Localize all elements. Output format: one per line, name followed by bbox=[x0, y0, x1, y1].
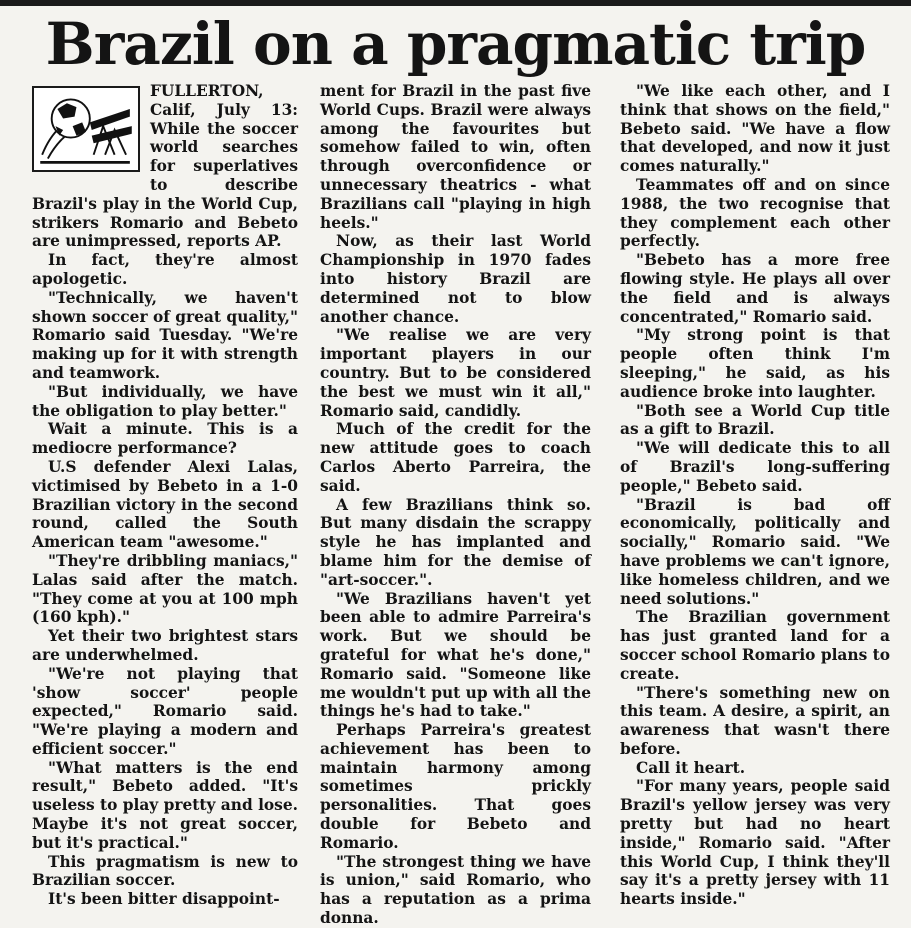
article-paragraph: U.S defender Alexi Lalas, victimised by Bebeto in a 1-0 Brazilian victory in the second round, called the South American team "awesome." bbox=[32, 457, 298, 552]
article-paragraph: This pragmatism is new to Brazilian soccer. bbox=[32, 852, 298, 890]
article-paragraph: "We Brazilians haven't yet been able to admire Parreira's work. But we should be grateful for what he's done," Romario said. "Someone like me wouldn't put up with all the things he's had to take." bbox=[320, 589, 591, 721]
article-paragraph: "Bebeto has a more free flowing style. He plays all over the field and is always concentrated," Romario said. bbox=[620, 251, 890, 326]
article-paragraph: "There's something new on this team. A desire, a spirit, an awareness that wasn't there before. bbox=[620, 683, 890, 758]
article-paragraph: Call it heart. bbox=[636, 758, 746, 777]
world-cup-logo-icon bbox=[32, 86, 140, 172]
article-paragraph: Now, as their last World Championship in 1970 fades into history Brazil are determined not to blow another chance. bbox=[320, 232, 591, 326]
article-paragraph: "What matters is the end result," Bebeto added. "It's useless to play pretty and lose. Maybe it's not great soccer, but it's practical." bbox=[32, 758, 298, 852]
article-paragraph: "But individually, we have the obligation to play better." bbox=[32, 382, 298, 420]
article-paragraph: Much of the credit for the new attitude goes to coach Carlos Aberto Parreira, the said. bbox=[320, 420, 591, 495]
article-paragraph: "We realise we are very important players in our country. But to be considered the best we must win it all," Romario said, candidly. bbox=[320, 326, 591, 420]
article-paragraph: In fact, they're almost apologetic. bbox=[32, 251, 298, 288]
article-paragraph: "Both see a World Cup title as a gift to Brazil. bbox=[620, 401, 890, 439]
top-rule bbox=[0, 0, 911, 6]
article-paragraph: Teammates off and on since 1988, the two recognise that they complement each other perfectly. bbox=[620, 175, 890, 251]
article-paragraph: FULLERTON, Calif, July 13: While the soccer world searches for superlatives to describe Brazil's play in the World Cup, strikers Romario and Bebeto are unimpressed, reports AP. bbox=[32, 82, 298, 251]
article-paragraph: "We like each other, and I think that shows on the field," Bebeto said. "We have a flow that developed, and now it just comes naturally." bbox=[620, 82, 890, 176]
headline: Brazil on a pragmatic trip bbox=[45, 10, 866, 78]
article-paragraph: "For many years, people said Brazil's yellow jersey was very pretty but had no heart inside," Romario said. "After this World Cup, I think they'll say it's a pretty jersey with 11 hearts inside." bbox=[620, 777, 890, 909]
article-paragraph: "Brazil is bad off economically, politically and socially," Romario said. "We have problems we can't ignore, like homeless children, and we need solutions." bbox=[620, 495, 890, 608]
article-column-2 bbox=[320, 82, 591, 928]
article-paragraph: "We're not playing that 'show soccer' people expected," Romario said. "We're playing a modern and efficient soccer." bbox=[32, 664, 298, 758]
article-paragraph: "My strong point is that people often think I'm sleeping," he said, as his audience broke into laughter. bbox=[620, 326, 890, 401]
article-column-1 bbox=[32, 82, 298, 909]
article-paragraph: It's been bitter disappoint- bbox=[48, 890, 280, 909]
article-column-3 bbox=[620, 82, 890, 909]
article-paragraph: "They're dribbling maniacs," Lalas said after the match. "They come at you at 100 mph (160 kph)." bbox=[32, 551, 298, 627]
article-paragraph: "Technically, we haven't shown soccer of great quality," Romario said Tuesday. "We're making up for it with strength and teamwork. bbox=[32, 288, 298, 382]
article-paragraph: Wait a minute. This is a mediocre performance? bbox=[32, 420, 298, 458]
article-paragraph: The Brazilian government has just granted land for a soccer school Romario plans to create. bbox=[620, 608, 890, 683]
article-paragraph: Yet their two brightest stars are underwhelmed. bbox=[32, 627, 298, 664]
article-paragraph: A few Brazilians think so. But many disdain the scrappy style he has implanted and blame him for the demise of "art-soccer.". bbox=[320, 495, 591, 589]
article-paragraph: ment for Brazil in the past five World Cups. Brazil were always among the favourites but somehow failed to win, often through overconfidence or unnecessary theatrics - what Brazilians call "playing in high heels." bbox=[320, 82, 591, 232]
article-paragraph: "We will dedicate this to all of Brazil's long-suffering people," Bebeto said. bbox=[620, 439, 890, 495]
article-paragraph: Perhaps Parreira's greatest achievement has been to maintain harmony among sometimes prickly personalities. That goes double for Bebeto and Romario. bbox=[320, 721, 591, 852]
article-paragraph: "The strongest thing we have is union," said Romario, who has a reputation as a prima donna. bbox=[320, 852, 591, 928]
